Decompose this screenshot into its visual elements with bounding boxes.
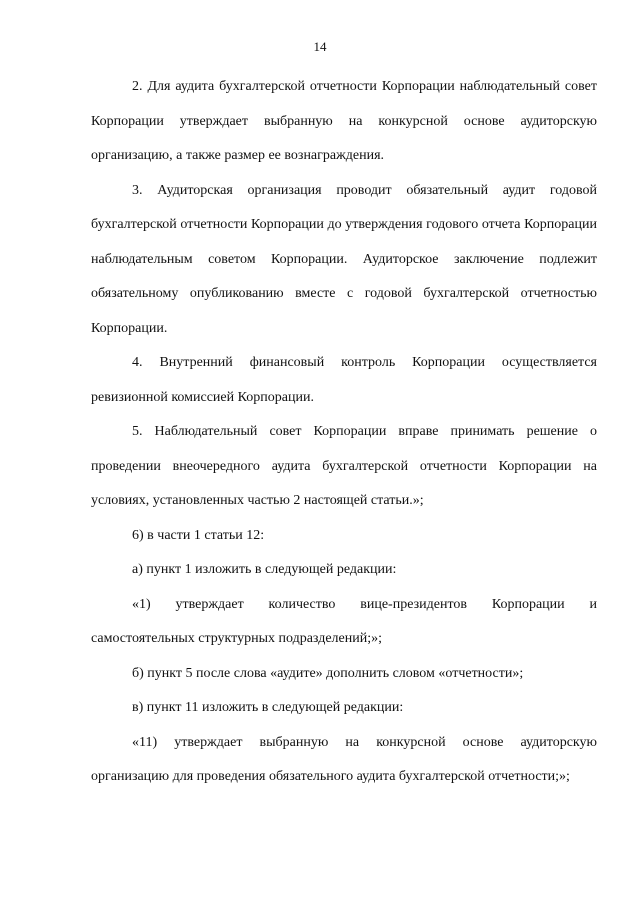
paragraph-mandatory-annual-audit: 3. Аудиторская организация проводит обязательный аудит годовой бухгалтерской отчетности Корпорации до утверждения годового отчета Корпорации наблюдательным советом Корпорации. Аудиторское заключение подлежит обязательному опубликованию вместе с годовой бухгалтерской отчетностью Корпорации. <box>91 182 597 336</box>
paragraph-extraordinary-audit: 5. Наблюдательный совет Корпорации вправе принимать решение о проведении внеочередного аудита бухгалтерской отчетности Корпорации на условиях, установленных частью 2 настоящей статьи.»; <box>91 424 597 508</box>
paragraph-amendment-item-5: б) пункт 5 после слова «аудите» дополнить словом «отчетности»; <box>132 665 524 681</box>
document-body <box>91 70 597 795</box>
paragraph-amendment-item-11: в) пункт 11 изложить в следующей редакции: <box>132 700 404 715</box>
page-number: 14 <box>313 39 327 54</box>
paragraph-amendment-article-12: 6) в части 1 статьи 12: <box>132 527 265 543</box>
paragraph-item-1-text: «1) утверждает количество вице-президентов Корпорации и самостоятельных структурных подразделений;»; <box>91 596 597 646</box>
paragraph-item-11-text: «11) утверждает выбранную на конкурсной основе аудиторскую организацию для проведения обязательного аудита бухгалтерской отчетности;»; <box>91 734 597 784</box>
paragraph-amendment-item-1: а) пункт 1 изложить в следующей редакции: <box>132 562 397 577</box>
paragraph-audit-organization-approval: 2. Для аудита бухгалтерской отчетности Корпорации наблюдательный совет Корпорации утверждает выбранную на конкурсной основе аудиторскую организацию, а также размер ее вознаграждения. <box>91 79 597 163</box>
paragraph-internal-financial-control: 4. Внутренний финансовый контроль Корпорации осуществляется ревизионной комиссией Корпорации. <box>91 355 597 405</box>
